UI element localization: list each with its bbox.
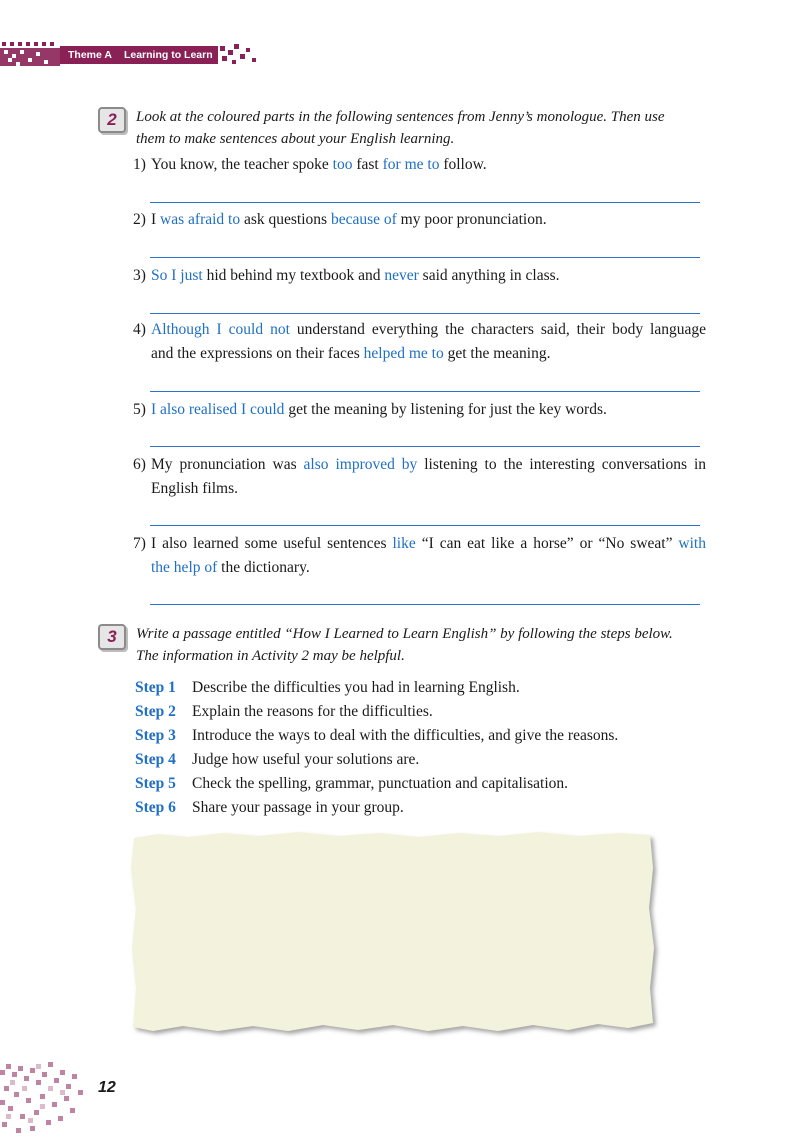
sentence-item-2: 2) I was afraid to ask questions because of my poor pronunciation. — [133, 211, 547, 228]
page-number: 12 — [98, 1079, 116, 1096]
sentence-item-5: 5) I also realised I could get the meaning by listening for just the key words. — [133, 401, 607, 418]
answer-line-7[interactable] — [150, 604, 700, 605]
step-item: Step 5 Check the spelling, grammar, punctuation and capitalisation. — [135, 775, 569, 792]
sentence-item-7: 7) I also learned some useful sentences like “I can eat like a horse” or “No sweat” with the help of the dictionary. — [133, 535, 706, 576]
sentence-item-4: 4) Although I could not understand everything the characters said, their body language and the expressions on their faces helped me to get the meaning. — [133, 321, 706, 362]
activity-2-instruction-line1: Look at the coloured parts in the following sentences from Jenny’s monologue. Then use — [136, 109, 665, 125]
activity-2-badge: 2 — [98, 107, 126, 133]
answer-line-1[interactable] — [150, 202, 700, 203]
step-item: Step 1 Describe the difficulties you had in learning English. — [135, 679, 520, 696]
answer-line-2[interactable] — [150, 257, 700, 258]
sentence-item-1: 1) You know, the teacher spoke too fast for me to follow. — [133, 156, 487, 173]
activity-3-badge: 3 — [98, 624, 126, 650]
step-item: Step 4 Judge how useful your solutions are. — [135, 751, 420, 768]
answer-line-4[interactable] — [150, 391, 700, 392]
theme-label: Theme A — [68, 49, 112, 61]
theme-tag — [60, 46, 218, 64]
step-item: Step 2 Explain the reasons for the difficulties. — [135, 703, 433, 720]
step-item: Step 6 Share your passage in your group. — [135, 799, 404, 816]
answer-line-3[interactable] — [150, 313, 700, 314]
sentence-item-3: 3) So I just hid behind my textbook and never said anything in class. — [133, 267, 560, 284]
activity-3-instruction-line1: Write a passage entitled “How I Learned to Learn English” by following the steps below. — [136, 626, 673, 642]
step-item: Step 3 Introduce the ways to deal with the difficulties, and give the reasons. — [135, 727, 619, 744]
answer-line-6[interactable] — [150, 525, 700, 526]
sentence-item-6: 6) My pronunciation was also improved by listening to the interesting conversations in English films. — [133, 456, 707, 497]
writing-paper-area[interactable] — [128, 828, 663, 1043]
steps-list — [135, 676, 618, 820]
activity-2-instruction-line2: them to make sentences about your English learning. — [136, 131, 455, 147]
footer-pixel-pattern — [0, 1060, 95, 1138]
activity-3-instruction-line2: The information in Activity 2 may be helpful. — [136, 648, 405, 664]
theme-title: Learning to Learn — [123, 49, 213, 61]
answer-line-5[interactable] — [150, 446, 700, 447]
